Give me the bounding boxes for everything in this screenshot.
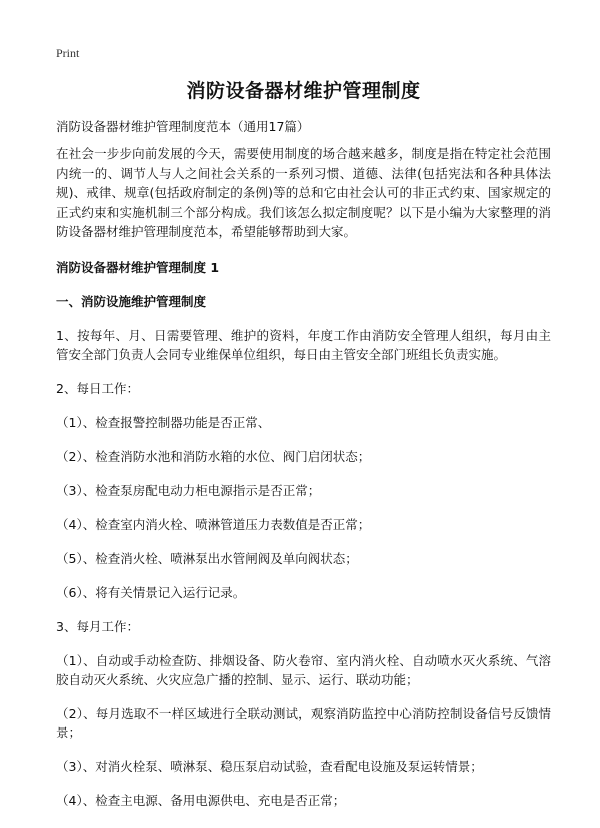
print-label: Print [56, 46, 80, 60]
list-item: （1）、自动或手动检查防、排烟设备、防火卷帘、室内消火栓、自动喷水灭火系统、气溶胶自动灭火系统、火灾应急广播的控制、显示、运行、联动功能； [56, 652, 551, 687]
list-item: （2）、每月选取不一样区域进行全联动测试，观察消防监控中心消防控制设备信号反馈情景； [56, 705, 551, 740]
intro-paragraph: 在社会一步步向前发展的今天，需要使用制度的场合越来越多，制度是指在特定社会范围内统一的、调节人与人之间社会关系的一系列习惯、道德、法律(包括宪法和各种具体法规)、戒律、规章(包括政府制定的条例)等的总和它由社会认可的非正式约束、国家规定的正式约束和实施机制三个部分构成。我们该怎么拟定制度呢？以下是小编为大家整理的消防设备器材维护管理制度范本，希望能够帮助到大家。 [56, 146, 551, 239]
paragraph: 2、每日工作： [56, 380, 139, 396]
section-heading: 消防设备器材维护管理制度 1 [56, 259, 220, 275]
list-item: （3）、检查泵房配电动力柜电源指示是否正常； [56, 482, 321, 498]
list-item: （4）、检查主电源、备用电源供电、充电是否正常； [56, 792, 346, 808]
document-title: 消防设备器材维护管理制度 [186, 80, 421, 102]
paragraph: 1、按每年、月、日需要管理、维护的资料，年度工作由消防安全管理人组织，每月由主管安全部门负责人会同专业维保单位组织，每日由主管安全部门班组长负责实施。 [56, 327, 551, 362]
list-item: （6）、将有关情景记入运行记录。 [56, 584, 246, 600]
list-item: （1）、检查报警控制器功能是否正常、 [56, 414, 271, 430]
paragraph: 3、每月工作： [56, 618, 139, 634]
document-body [56, 76, 551, 825]
list-item: （2）、检查消防水池和消防水箱的水位、阀门启闭状态； [56, 448, 371, 464]
list-item: （5）、检查消火栓、喷淋泵出水管闸阀及单向阀状态； [56, 550, 358, 566]
subsection-heading: 一、消防设施维护管理制度 [56, 293, 207, 309]
list-item: （3）、对消火栓泵、喷淋泵、稳压泵启动试验，查看配电设施及泵运转情景； [56, 758, 483, 774]
document-subtitle: 消防设备器材维护管理制度范本（通用17篇） [56, 119, 310, 134]
list-item: （4）、检查室内消火栓、喷淋管道压力表数值是否正常； [56, 516, 371, 532]
